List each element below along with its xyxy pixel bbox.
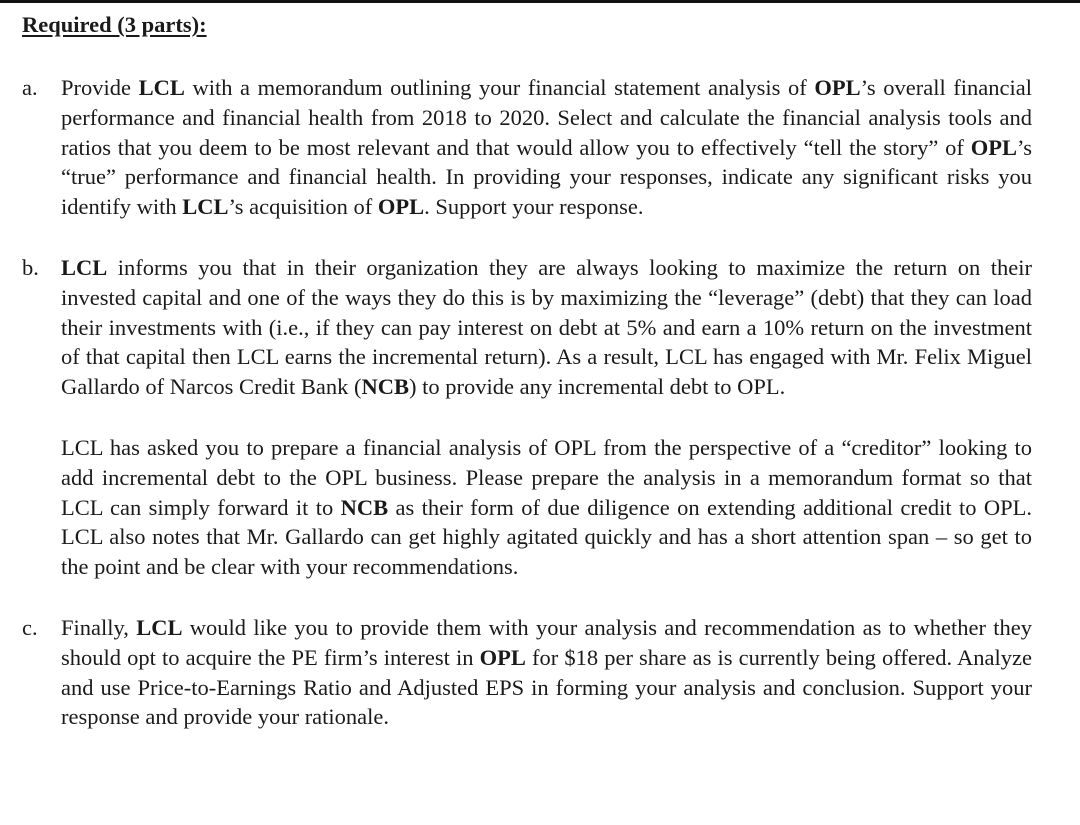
part-b-paragraph-1: LCL informs you that in their organization they are always looking to maximize the return on their invested capital and one of the ways they do this is by maximizing the “leverage” (debt) that they can load their investments with (i.e., if they can pay interest on debt at 5% and earn a 10% return on the investment of that capital then LCL earns the incremental return). As a result, LCL has engaged with Mr. Felix Miguel Gallardo of Narcos Credit Bank (NCB) to provide any incremental debt to OPL.	[61, 254, 1032, 400]
part-b-letter: b.	[22, 254, 39, 280]
required-heading: Required (3 parts):	[22, 12, 207, 37]
bold-term: OPL	[377, 194, 425, 220]
bold-term: OPL	[479, 644, 526, 670]
bold-term: LCL	[182, 194, 229, 220]
part-b-item	[22, 253, 1032, 582]
bold-term: NCB	[361, 374, 410, 400]
part-a-item	[22, 73, 1032, 222]
part-b-paragraph-2: LCL has asked you to prepare a financial analysis of OPL from the perspective of a “creditor” looking to add incremental debt to the OPL business. Please prepare the analysis in a memorandum format so that LCL can simply forward it to NCB as their form of due diligence on extending additional credit to OPL. LCL also notes that Mr. Gallardo can get highly agitated quickly and has a short attention span – so get to the point and be clear with your recommendations.	[61, 434, 1032, 580]
bold-term: LCL	[136, 614, 183, 640]
bold-term: LCL	[61, 254, 108, 280]
part-c-text: Finally, LCL would like you to provide them with your analysis and recommendation as to whether they should opt to acquire the PE firm’s interest in OPL for $18 per share as is currently being offered. Analyze and use Price-to-Earnings Ratio and Adjusted EPS in forming your analysis and conclusion. Support your response and provide your rationale.	[61, 614, 1032, 730]
part-c-item	[22, 613, 1032, 732]
part-a-text: Provide LCL with a memorandum outlining your financial statement analysis of OPL’s overall financial performance and financial health from 2018 to 2020. Select and calculate the financial analysis tools and ratios that you deem to be most relevant and that would allow you to effectively “tell the story” of OPL’s “true” performance and financial health. In providing your responses, indicate any significant risks you identify with LCL’s acquisition of OPL. Support your response.	[61, 75, 1033, 220]
bold-term: LCL	[138, 75, 185, 100]
bold-term: OPL	[814, 75, 861, 100]
top-border-rule	[0, 0, 1080, 3]
bold-term: OPL	[970, 134, 1017, 160]
part-c-letter: c.	[22, 614, 38, 640]
part-a-letter: a.	[22, 75, 38, 100]
document-page	[22, 8, 1032, 732]
bold-term: NCB	[340, 494, 389, 520]
